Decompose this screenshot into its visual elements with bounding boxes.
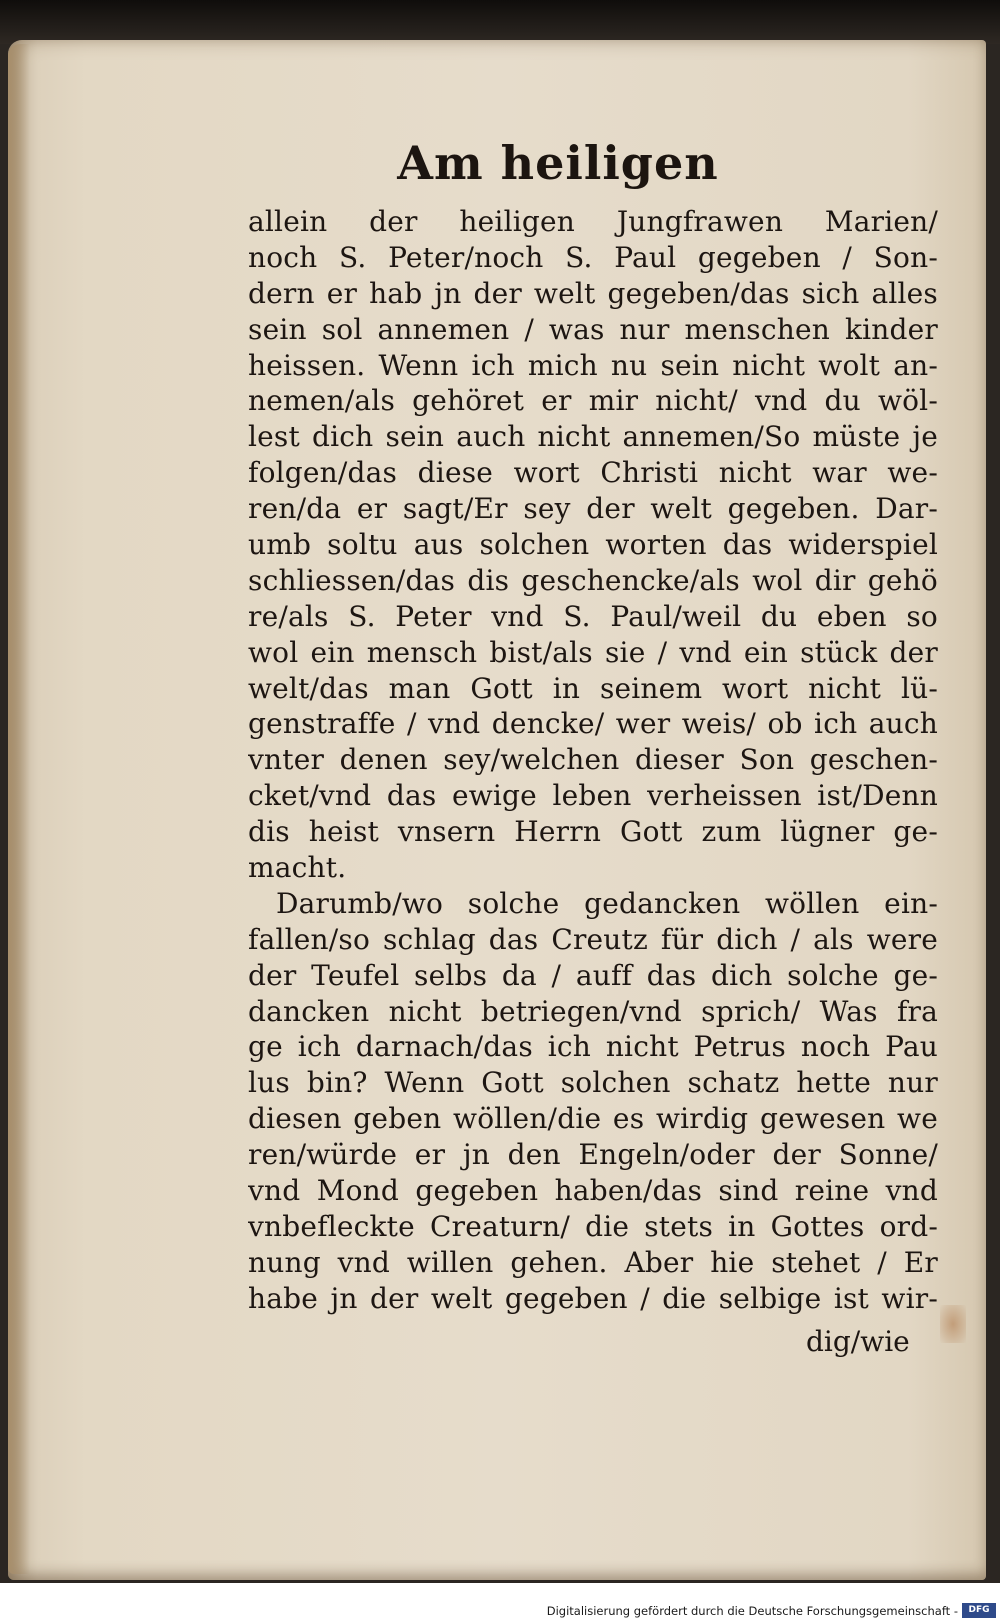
text-line: nung vnd willen gehen. Aber hie stehet / Er xyxy=(248,1245,938,1279)
text-line: folgen/das diese wort Christi nicht war we- xyxy=(248,456,938,490)
text-line: noch S. Peter/noch S. Paul gegeben / Son- xyxy=(248,240,938,274)
top-shadow xyxy=(0,0,1000,44)
text-line: lus bin? Wenn Gott solchen schatz hette nur xyxy=(248,1066,938,1100)
text-line: cket/vnd das ewige leben verheissen ist/Denn xyxy=(248,779,938,813)
text-line: re/als S. Peter vnd S. Paul/weil du eben so xyxy=(248,599,938,633)
running-head: Am heiligen xyxy=(397,136,719,190)
catchword: dig/wie xyxy=(806,1325,910,1358)
text-line: sein sol annemen / was nur menschen kinder xyxy=(248,312,938,346)
text-line: welt/das man Gott in seinem wort nicht lü- xyxy=(248,671,938,705)
text-line: wol ein mensch bist/als sie / vnd ein stück der xyxy=(248,635,938,669)
text-line: Darumb/wo solche gedancken wöllen ein- xyxy=(276,886,938,920)
text-line: nemen/als gehöret er mir nicht/ vnd du wöl- xyxy=(248,384,938,418)
text-line: heissen. Wenn ich mich nu sein nicht wolt an- xyxy=(248,348,938,382)
text-line: macht. xyxy=(248,851,347,885)
text-line: dis heist vnsern Herrn Gott zum lügner ge- xyxy=(248,815,938,849)
text-line: ren/würde er jn den Engeln/oder der Sonne/ xyxy=(248,1138,938,1172)
page-header xyxy=(0,136,1000,190)
text-line: diesen geben wöllen/die es wirdig gewesen we xyxy=(248,1102,938,1136)
text-line: dancken nicht betriegen/vnd sprich/ Was fra xyxy=(248,994,938,1028)
text-line: lest dich sein auch nicht annemen/So müste je xyxy=(248,420,938,454)
page-gutter-edge xyxy=(8,44,30,1574)
text-line: schliessen/das dis geschencke/als wol dir gehö xyxy=(248,563,938,597)
digitization-credit: Digitalisierung gefördert durch die Deutsche Forschungsgemeinschaft - xyxy=(546,1604,958,1618)
text-line: fallen/so schlag das Creutz für dich / als were xyxy=(248,922,938,956)
text-line: vnd Mond gegeben haben/das sind reine vnd xyxy=(248,1174,938,1208)
text-line: ge ich darnach/das ich nicht Petrus noch Pau xyxy=(248,1030,938,1064)
text-line: allein der heiligen Jungfrawen Marien/ xyxy=(248,205,938,238)
paper-stain xyxy=(940,1305,966,1343)
text-line: vnbefleckte Creaturn/ die stets in Gottes ord- xyxy=(248,1209,938,1243)
dfg-logo: DFG xyxy=(962,1603,996,1618)
body-text xyxy=(248,204,938,1317)
text-line: ren/da er sagt/Er sey der welt gegeben. Dar- xyxy=(248,492,938,526)
text-line: vnter denen sey/welchen dieser Son geschen- xyxy=(248,743,938,777)
text-line: der Teufel selbs da / auff das dich solche ge- xyxy=(248,958,938,992)
text-line: umb soltu aus solchen worten das widerspiel xyxy=(248,528,938,562)
text-line: genstraffe / vnd dencke/ wer weis/ ob ich auch xyxy=(248,707,938,741)
text-line: dern er hab jn der welt gegeben/das sich alles xyxy=(248,276,938,310)
text-line: habe jn der welt gegeben / die selbige ist wir- xyxy=(248,1281,938,1315)
